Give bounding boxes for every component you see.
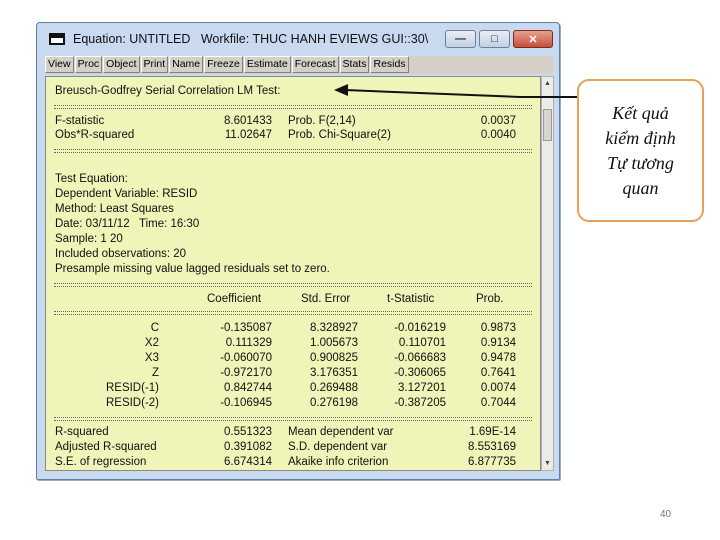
info-line: Date: 03/11/12 Time: 16:30 [55,218,200,230]
scroll-down-icon[interactable]: ▼ [544,460,551,467]
std-error-value: 8.328927 [310,322,358,334]
info-line: Sample: 1 20 [55,233,123,245]
stat-value: 6.877735 [468,456,516,468]
stat-value: 8.553169 [468,441,516,453]
toolbar-estimate-button[interactable]: Estimate [244,56,291,73]
toolbar-proc-button[interactable]: Proc [75,56,103,73]
column-header: Prob. [476,293,504,305]
std-error-value: 0.276198 [310,397,358,409]
scroll-up-icon[interactable]: ▲ [544,80,551,87]
close-button[interactable]: ✕ [513,30,553,48]
toolbar-forecast-button[interactable]: Forecast [292,56,339,73]
coefficient-value: -0.060070 [220,352,272,364]
prob-value: 0.0074 [480,382,516,394]
info-line: Presample missing value lagged residuals set to zero. [55,263,330,275]
slide-page-number: 40 [660,509,672,520]
prob-value: 0.9134 [480,337,516,349]
coefficient-value: -0.972170 [220,367,272,379]
stat-value: 0.551323 [224,426,272,438]
stat-label: S.E. of regression [55,456,147,468]
test-header: Breusch-Godfrey Serial Correlation LM Test: [55,85,281,97]
toolbar-stats-button[interactable]: Stats [340,56,370,73]
toolbar-object-button[interactable]: Object [103,56,139,73]
std-error-value: 1.005673 [310,337,358,349]
test-prob: 0.0040 [480,129,516,141]
test-value: 11.02647 [224,129,272,141]
coefficient-value: 0.842744 [224,382,272,394]
stat-value: 0.391082 [224,441,272,453]
t-statistic-value: -0.387205 [394,397,446,409]
restore-button[interactable]: □ [479,30,510,48]
column-header: Std. Error [301,293,351,305]
prob-value: 0.7044 [480,397,516,409]
t-statistic-value: -0.016219 [394,322,446,334]
test-value: 8.601433 [224,115,272,127]
std-error-value: 0.269488 [310,382,358,394]
toolbar-freeze-button[interactable]: Freeze [204,56,243,73]
variable-name: C [150,322,159,334]
variable-name: RESID(-2) [105,397,159,409]
prob-value: 0.9873 [480,322,516,334]
annotation-callout [577,79,704,222]
variable-name: X2 [144,337,159,349]
coefficient-value: -0.135087 [220,322,272,334]
info-line: Included observations: 20 [55,248,187,260]
test-label: F-statistic [55,115,105,127]
toolbar-view-button[interactable]: View [45,56,74,73]
toolbar-name-button[interactable]: Name [169,56,203,73]
stat-label: R-squared [55,426,109,438]
t-statistic-value: -0.066683 [394,352,446,364]
stat-value: 6.674314 [224,456,272,468]
t-statistic-value: 3.127201 [398,382,446,394]
callout-text: Kết quả kiểm định Tự tương quan [605,102,676,198]
stat-label: Adjusted R-squared [55,441,157,453]
coefficient-value: -0.106945 [220,397,272,409]
stat-label: S.D. dependent var [288,441,388,453]
prob-value: 0.9478 [480,352,516,364]
column-header: t-Statistic [387,293,435,305]
stat-label: Mean dependent var [288,426,394,438]
stat-label: Akaike info criterion [288,456,389,468]
column-header: Coefficient [207,293,262,305]
test-prob-label: Prob. Chi-Square(2) [288,129,391,141]
variable-name: Z [151,367,159,379]
t-statistic-value: 0.110701 [398,337,446,349]
std-error-value: 0.900825 [310,352,358,364]
minimize-button[interactable]: — [445,30,476,48]
toolbar-print-button[interactable]: Print [141,56,169,73]
variable-name: X3 [144,352,159,364]
toolbar-resids-button[interactable]: Resids [370,56,408,73]
stat-value: 1.69E-14 [469,426,516,438]
window-title: Equation: UNTITLED Workfile: THUC HANH EVIEWS GUI::30\ [73,32,429,46]
test-prob: 0.0037 [480,115,516,127]
info-line: Dependent Variable: RESID [55,188,198,200]
coefficient-value: 0.111329 [225,337,272,349]
info-line: Test Equation: [55,173,128,185]
test-label: Obs*R-squared [55,129,135,141]
std-error-value: 3.176351 [310,367,358,379]
variable-name: RESID(-1) [105,382,159,394]
t-statistic-value: -0.306065 [394,367,446,379]
info-line: Method: Least Squares [55,203,174,215]
prob-value: 0.7641 [480,367,516,379]
test-prob-label: Prob. F(2,14) [288,115,356,127]
